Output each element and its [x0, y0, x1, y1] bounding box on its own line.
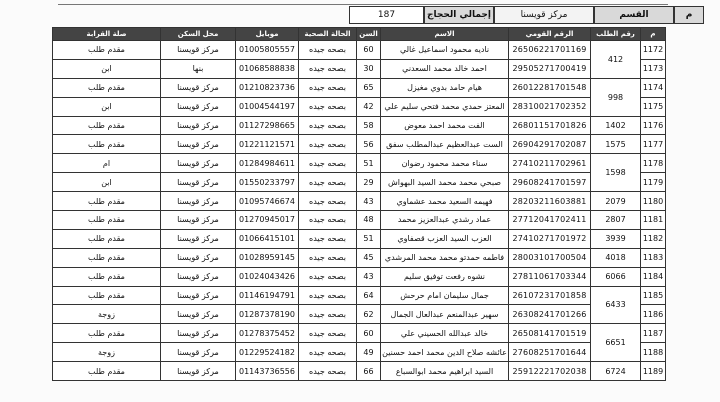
cell-residence: مركز قويسنا: [161, 154, 236, 173]
cell-name: العزب السيد العزب قصفاوي: [381, 229, 509, 248]
cell-m: 1173: [641, 59, 666, 78]
cell-residence: مركز قويسنا: [161, 116, 236, 135]
table-row: [53, 97, 666, 116]
table-row: [53, 116, 666, 135]
cell-reg: 4018: [591, 248, 641, 267]
header-relation: صلة القرابة: [53, 28, 161, 41]
table-row: [53, 286, 666, 305]
table-row: [53, 362, 666, 381]
cell-name: الست عبدالعظيم عبدالمطلب سفق: [381, 135, 509, 154]
cell-mobile: 01095746674: [236, 192, 299, 211]
cell-relation: زوجة: [53, 305, 161, 324]
cell-name: سهير عبدالمنعم عبدالعال الجمال: [381, 305, 509, 324]
cell-m: 1181: [641, 211, 666, 230]
cell-name: المعتز حمدي محمد فتحي سليم علي: [381, 97, 509, 116]
cell-name: سناء محمد محمود رضوان: [381, 154, 509, 173]
cell-nid: 26012281701548: [509, 78, 591, 97]
cell-residence: مركز قويسنا: [161, 78, 236, 97]
cell-health: بصحه جيده: [299, 78, 357, 97]
cell-m: 1174: [641, 78, 666, 97]
cell-reg: 1402: [591, 116, 641, 135]
cell-name: احمد خالد محمد السعدني: [381, 59, 509, 78]
cell-nid: 27410271701972: [509, 229, 591, 248]
cell-nid: 27811061703344: [509, 267, 591, 286]
cell-relation: مقدم طلب: [53, 78, 161, 97]
table-row: [53, 173, 666, 192]
header-residence: محل السكن: [161, 28, 236, 41]
summary-total-label: إجمالي الحجاج: [424, 6, 494, 24]
table-row: [53, 248, 666, 267]
cell-residence: مركز قويسنا: [161, 41, 236, 60]
cell-mobile: 01229524182: [236, 343, 299, 362]
summary-section-value: مركز قويسنا: [494, 6, 594, 24]
cell-residence: بنها: [161, 59, 236, 78]
cell-residence: مركز قويسنا: [161, 248, 236, 267]
cell-residence: مركز قويسنا: [161, 286, 236, 305]
cell-age: 51: [357, 229, 381, 248]
cell-health: بصحه جيده: [299, 192, 357, 211]
cell-nid: 26904291702087: [509, 135, 591, 154]
header-reg: رقم الطلب: [591, 28, 641, 41]
cell-health: بصحه جيده: [299, 135, 357, 154]
cell-nid: 28203211603881: [509, 192, 591, 211]
cell-name: فاطمه حمدتو محمد محمد المرشدي: [381, 248, 509, 267]
cell-health: بصحه جيده: [299, 154, 357, 173]
cell-health: بصحه جيده: [299, 211, 357, 230]
cell-reg: 412: [591, 41, 641, 79]
table-row: [53, 192, 666, 211]
cell-reg: 6433: [591, 286, 641, 324]
cell-name: جمال سليمان امام حرحش: [381, 286, 509, 305]
cell-m: 1186: [641, 305, 666, 324]
cell-residence: مركز قويسنا: [161, 362, 236, 381]
cell-health: بصحه جيده: [299, 116, 357, 135]
cell-health: بصحه جيده: [299, 248, 357, 267]
cell-age: 58: [357, 116, 381, 135]
table-row: [53, 59, 666, 78]
cell-age: 29: [357, 173, 381, 192]
cell-age: 65: [357, 78, 381, 97]
cell-health: بصحه جيده: [299, 97, 357, 116]
cell-age: 60: [357, 41, 381, 60]
cell-name: ناديه محمود اسماعيل غالي: [381, 41, 509, 60]
cell-relation: مقدم طلب: [53, 211, 161, 230]
cell-residence: مركز قويسنا: [161, 324, 236, 343]
cell-health: بصحه جيده: [299, 305, 357, 324]
cell-name: نشوه رفعت توفيق سليم: [381, 267, 509, 286]
cell-mobile: 01146194791: [236, 286, 299, 305]
cell-name: السيد ابراهيم محمد ابوالسباع: [381, 362, 509, 381]
cell-residence: مركز قويسنا: [161, 211, 236, 230]
cell-nid: 25912221702038: [509, 362, 591, 381]
header-age: السن: [357, 28, 381, 41]
cell-relation: ابن: [53, 59, 161, 78]
cell-relation: مقدم طلب: [53, 267, 161, 286]
cell-residence: مركز قويسنا: [161, 135, 236, 154]
cell-health: بصحه جيده: [299, 324, 357, 343]
cell-nid: 26506221701169: [509, 41, 591, 60]
cell-residence: مركز قويسنا: [161, 97, 236, 116]
cell-relation: ابن: [53, 173, 161, 192]
cell-relation: ابن: [53, 97, 161, 116]
cell-mobile: 01143736556: [236, 362, 299, 381]
summary-m-label: م: [674, 6, 704, 24]
table-row: [53, 78, 666, 97]
cell-m: 1184: [641, 267, 666, 286]
table-row: [53, 305, 666, 324]
cell-relation: مقدم طلب: [53, 248, 161, 267]
cell-residence: مركز قويسنا: [161, 229, 236, 248]
cell-health: بصحه جيده: [299, 41, 357, 60]
table-row: [53, 324, 666, 343]
cell-mobile: 01068588838: [236, 59, 299, 78]
cell-age: 30: [357, 59, 381, 78]
cell-age: 66: [357, 362, 381, 381]
cell-m: 1177: [641, 135, 666, 154]
cell-m: 1178: [641, 154, 666, 173]
header-mobile: موبايل: [236, 28, 299, 41]
cell-nid: 28003101700504: [509, 248, 591, 267]
cell-age: 60: [357, 324, 381, 343]
cell-nid: 27410211702961: [509, 154, 591, 173]
cell-nid: 27712041702411: [509, 211, 591, 230]
cell-reg: 2807: [591, 211, 641, 230]
cell-health: بصحه جيده: [299, 286, 357, 305]
table-row: [53, 211, 666, 230]
cell-health: بصحه جيده: [299, 362, 357, 381]
table-row: [53, 154, 666, 173]
cell-relation: مقدم طلب: [53, 116, 161, 135]
cell-nid: 29608241701597: [509, 173, 591, 192]
cell-mobile: 01550233797: [236, 173, 299, 192]
table-row: [53, 229, 666, 248]
cell-mobile: 01278375452: [236, 324, 299, 343]
cell-relation: مقدم طلب: [53, 362, 161, 381]
cell-mobile: 01127298665: [236, 116, 299, 135]
top-border-line: [58, 0, 668, 5]
cell-nid: 26801151701826: [509, 116, 591, 135]
cell-m: 1183: [641, 248, 666, 267]
cell-mobile: 01028959145: [236, 248, 299, 267]
cell-age: 49: [357, 343, 381, 362]
cell-relation: ام: [53, 154, 161, 173]
cell-m: 1175: [641, 97, 666, 116]
cell-nid: 26508141701519: [509, 324, 591, 343]
cell-mobile: 01287378190: [236, 305, 299, 324]
cell-age: 48: [357, 211, 381, 230]
cell-reg: 6724: [591, 362, 641, 381]
header-health: الحالة الصحية: [299, 28, 357, 41]
cell-age: 64: [357, 286, 381, 305]
cell-age: 43: [357, 192, 381, 211]
cell-residence: مركز قويسنا: [161, 173, 236, 192]
cell-relation: مقدم طلب: [53, 41, 161, 60]
header-m: م: [641, 28, 666, 41]
cell-age: 56: [357, 135, 381, 154]
cell-reg: 6066: [591, 267, 641, 286]
cell-mobile: 01004544197: [236, 97, 299, 116]
cell-name: عائشه صلاح الدين محمد احمد حسنين: [381, 343, 509, 362]
cell-age: 51: [357, 154, 381, 173]
cell-mobile: 01210823736: [236, 78, 299, 97]
cell-name: الفت محمد احمد معوض: [381, 116, 509, 135]
table-row: [53, 135, 666, 154]
cell-m: 1187: [641, 324, 666, 343]
cell-residence: مركز قويسنا: [161, 192, 236, 211]
cell-reg: 2079: [591, 192, 641, 211]
table-row: [53, 41, 666, 60]
cell-health: بصحه جيده: [299, 229, 357, 248]
summary-total-value: 187: [349, 6, 424, 24]
cell-residence: مركز قويسنا: [161, 267, 236, 286]
cell-relation: مقدم طلب: [53, 229, 161, 248]
cell-age: 43: [357, 267, 381, 286]
cell-m: 1180: [641, 192, 666, 211]
summary-box: [349, 6, 704, 24]
header-name: الاسم: [381, 28, 509, 41]
cell-mobile: 01270945017: [236, 211, 299, 230]
cell-name: عماد رشدي عبدالعزيز محمد: [381, 211, 509, 230]
header-nid: الرقم القومي: [509, 28, 591, 41]
cell-health: بصحه جيده: [299, 59, 357, 78]
cell-nid: 28310021702352: [509, 97, 591, 116]
cell-m: 1172: [641, 41, 666, 60]
cell-health: بصحه جيده: [299, 343, 357, 362]
cell-relation: مقدم طلب: [53, 135, 161, 154]
cell-mobile: 01284984611: [236, 154, 299, 173]
cell-health: بصحه جيده: [299, 267, 357, 286]
cell-mobile: 01005805557: [236, 41, 299, 60]
cell-reg: 998: [591, 78, 641, 116]
cell-mobile: 01066415101: [236, 229, 299, 248]
cell-m: 1188: [641, 343, 666, 362]
cell-m: 1179: [641, 173, 666, 192]
cell-name: خالد عبدالله الحسيني علي: [381, 324, 509, 343]
cell-nid: 26308241701266: [509, 305, 591, 324]
table-header-row: [53, 28, 666, 41]
cell-name: هيام حامد بدوي مغيزل: [381, 78, 509, 97]
cell-nid: 27608251701644: [509, 343, 591, 362]
cell-reg: 3939: [591, 229, 641, 248]
cell-mobile: 01024043426: [236, 267, 299, 286]
summary-section-label: القسم: [594, 6, 674, 24]
cell-m: 1189: [641, 362, 666, 381]
cell-m: 1185: [641, 286, 666, 305]
cell-m: 1176: [641, 116, 666, 135]
table-row: [53, 267, 666, 286]
cell-age: 42: [357, 97, 381, 116]
cell-age: 45: [357, 248, 381, 267]
cell-relation: مقدم طلب: [53, 286, 161, 305]
cell-name: صبحي محمد محمد السيد البهواش: [381, 173, 509, 192]
cell-health: بصحه جيده: [299, 173, 357, 192]
cell-nid: 26107231701858: [509, 286, 591, 305]
cell-reg: 6651: [591, 324, 641, 362]
table-row: [53, 343, 666, 362]
cell-nid: 29505271700419: [509, 59, 591, 78]
cell-reg: 1575: [591, 135, 641, 154]
cell-name: فهيمه السعيد محمد عشماوي: [381, 192, 509, 211]
cell-residence: مركز قويسنا: [161, 343, 236, 362]
cell-relation: مقدم طلب: [53, 192, 161, 211]
cell-residence: مركز قويسنا: [161, 305, 236, 324]
table-body: [53, 41, 666, 381]
cell-reg: 1598: [591, 154, 641, 192]
cell-mobile: 01221121571: [236, 135, 299, 154]
cell-m: 1182: [641, 229, 666, 248]
cell-relation: مقدم طلب: [53, 324, 161, 343]
cell-age: 62: [357, 305, 381, 324]
cell-relation: زوجة: [53, 343, 161, 362]
pilgrims-table: [52, 27, 666, 381]
